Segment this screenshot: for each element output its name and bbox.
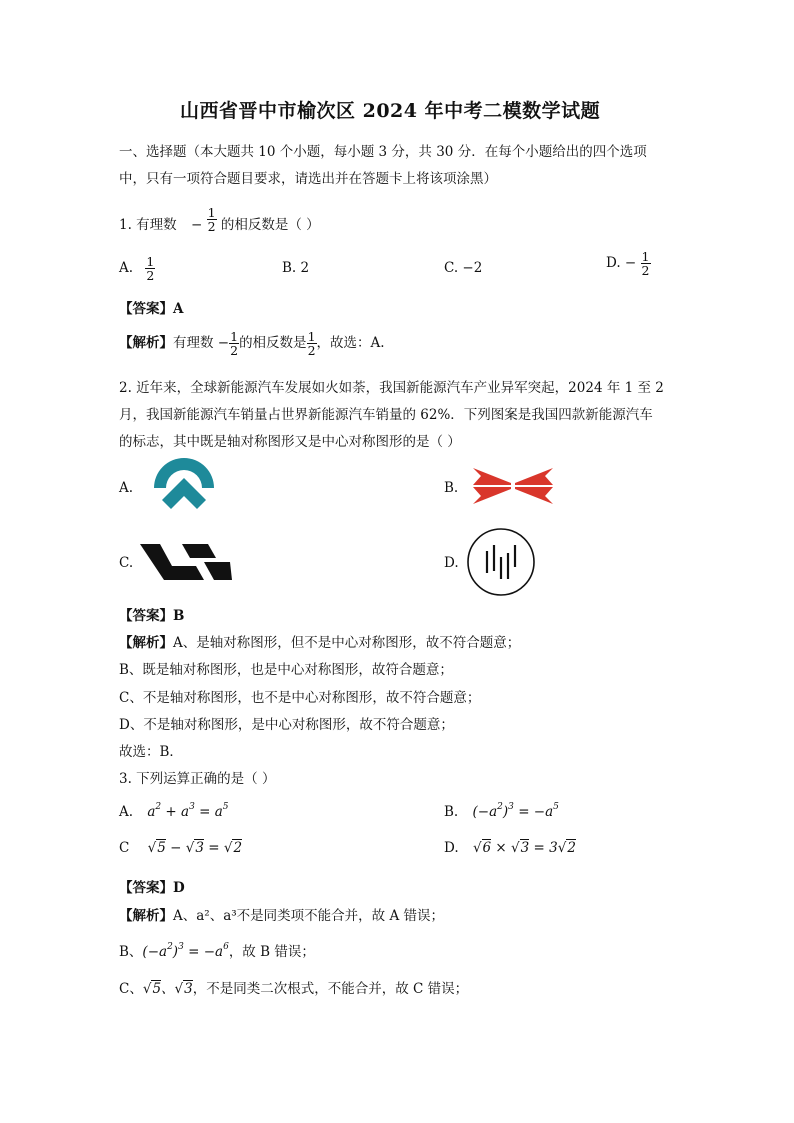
fraction-neg-half: $\frac{1}{2}$ [207, 205, 216, 235]
q1-analysis: 【解析】有理数 − $\frac{1}{2}$ 的相反数是 $\frac{1}{2}$ ，故选：A. [119, 329, 385, 359]
question-2-line-2: 月，我国新能源汽车销量占世界新能源汽车销量的 62%．下列图案是我国四款新能源汽车 [119, 407, 653, 423]
section-heading-line-1: 一、选择题（本大题共 10 个小题，每小题 3 分，共 30 分．在每个小题给出的四个选项 [119, 144, 647, 160]
q1-option-a: A. $\frac{1}{2}$ [119, 254, 155, 284]
q2-analysis-4: D、不是轴对称图形，是中心对称图形，故不符合题意； [119, 717, 454, 733]
q3-answer: 【答案】D [119, 880, 185, 896]
q2-option-c-label: C. [119, 555, 134, 571]
question-1-suffix: 的相反数是（ ） [220, 217, 320, 234]
q3-option-b: B. $(-a^2)^3 = -a^5$ [444, 802, 559, 820]
q1-option-b: B. 2 [282, 260, 310, 276]
q2-conclusion: 故选：B． [119, 744, 183, 760]
question-2-line-3: 的标志，其中既是轴对称图形又是中心对称图形的是（ ） [119, 434, 461, 450]
q3-analysis-b: B、$(-a^2)^3 = -a^6$，故 B 错误； [119, 942, 315, 960]
q3-analysis-c: C、√5、√3，不是同类二次根式，不能合并，故 C 错误； [119, 981, 469, 997]
q3-option-d: D. √6 × √3 = 3√2 [444, 840, 576, 856]
logo-a-icon [150, 456, 218, 516]
q2-option-d-label: D. [444, 555, 459, 571]
question-2-line-1: 2. 近年来，全球新能源汽车发展如火如荼，我国新能源汽车产业异军突起，2024 年 1 至 2 [119, 380, 664, 396]
q1-option-d: D. − $\frac{1}{2}$ [606, 249, 650, 279]
question-1-stem: 1. 有理数 − $\frac{1}{2}$ 的相反数是（ ） [119, 205, 320, 235]
q2-option-b-label: B. [444, 480, 459, 496]
logo-c-icon [138, 542, 234, 582]
page-title: 山西省晋中市榆次区 2024 年中考二模数学试题 [180, 100, 601, 122]
q3-analysis-a: 【解析】A、a²、a³不是同类项不能合并，故 A 错误； [119, 908, 445, 924]
section-heading-line-2: 中，只有一项符合题目要求，请选出并在答题卡上将该项涂黑） [119, 171, 497, 187]
logo-b-icon [471, 466, 555, 506]
q1-answer: 【答案】A [119, 301, 184, 317]
logo-d-icon [466, 527, 536, 597]
q3-option-a: A. $a^2 + a^3 = a^5$ [119, 802, 229, 820]
q2-analysis-2: B、既是轴对称图形，也是中心对称图形，故符合题意； [119, 662, 453, 678]
q2-analysis-3: C、不是轴对称图形，也不是中心对称图形，故不符合题意； [119, 690, 481, 706]
q2-answer: 【答案】B [119, 608, 185, 624]
q1-option-c: C. −2 [444, 260, 483, 276]
question-1-prefix: 1. 有理数 [119, 217, 177, 234]
q3-option-c: C √5 − √3 = √2 [119, 840, 243, 856]
q2-analysis-1: 【解析】A、是轴对称图形，但不是中心对称图形，故不符合题意； [119, 635, 521, 651]
q2-option-a-label: A. [119, 480, 134, 496]
question-3-stem: 3. 下列运算正确的是（ ） [119, 771, 276, 787]
